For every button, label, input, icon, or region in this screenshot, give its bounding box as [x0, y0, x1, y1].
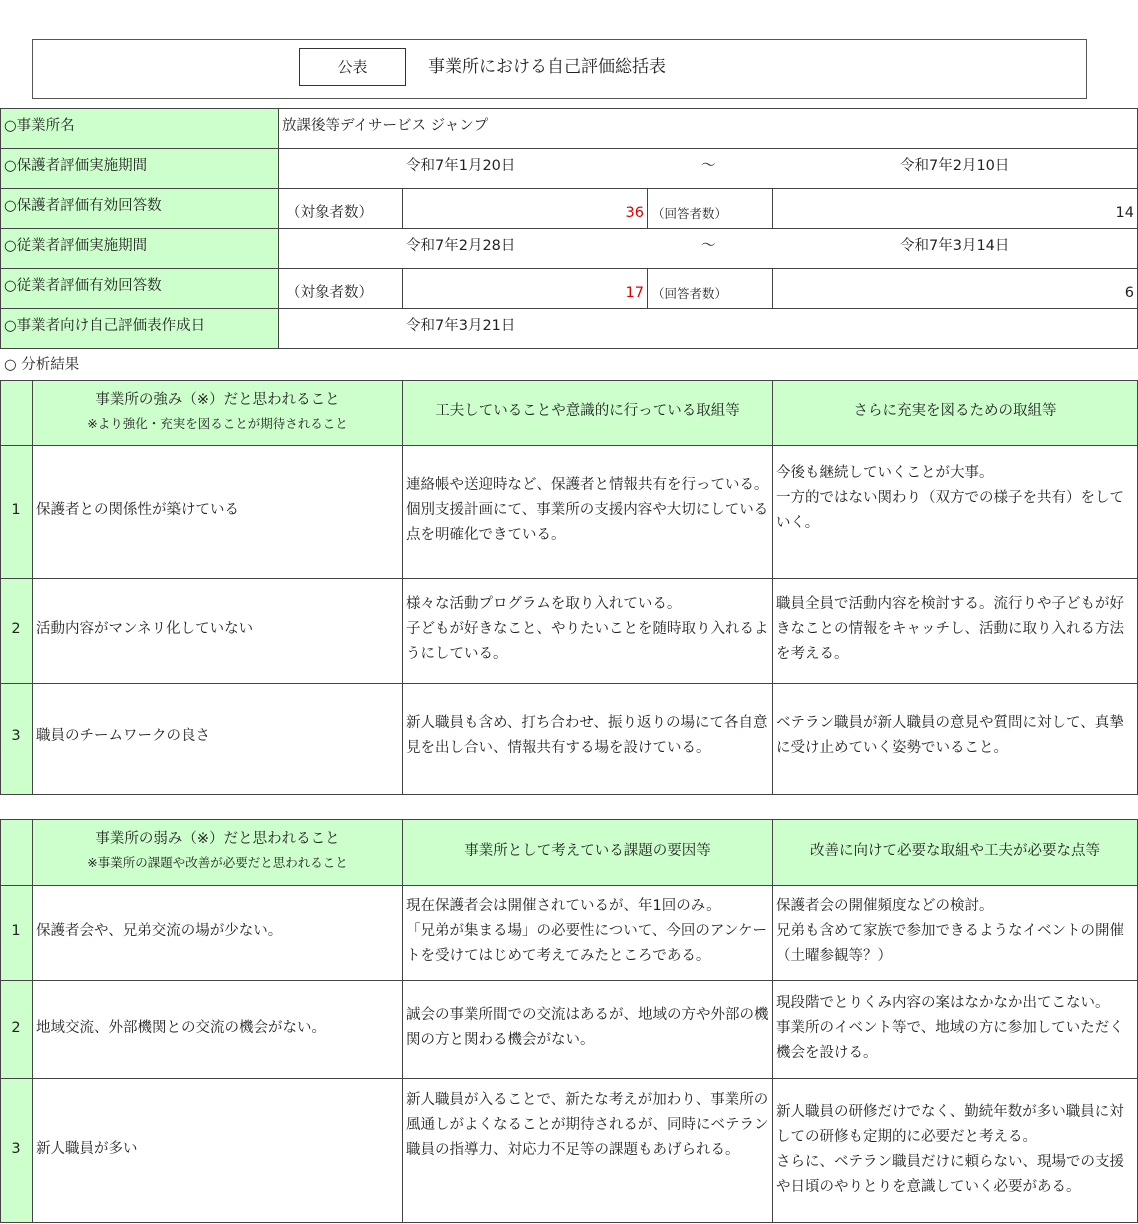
weakness-row-number: 1 — [11, 923, 21, 939]
guardian-period-separator: ～ — [701, 158, 716, 174]
strength-improve: 今後も継続していくことが大事。 一方的ではない関わり（双方での様子を共有）をしていく。 — [776, 465, 1124, 531]
weakness-cause: 新人職員が入ることで、新たな考えが加わり、事業所の風通しがよくなることが期待されるが、同時にベテラン職員の指導力、対応力不足等の課題もあげられる。 — [406, 1092, 769, 1158]
strength-row-number: 1 — [11, 502, 21, 518]
staff-answer-count: 6 — [1124, 285, 1134, 301]
page-title: 事業所における自己評価総括表 — [428, 57, 666, 77]
office-name-label: ○事業所名 — [4, 118, 75, 134]
staff-period-end: 令和7年3月14日 — [900, 238, 1010, 254]
strengths-header-item: 事業所の強み（※）だと思われること — [95, 392, 340, 408]
staff-answer-label: （回答者数） — [652, 286, 728, 301]
created-date: 令和7年3月21日 — [406, 318, 516, 334]
weakness-improve: 保護者会の開催頻度などの検討。 兄弟も含めて家族で参加できるようなイベントの開催（土曜参観等？） — [776, 898, 1124, 964]
strength-effort: 新人職員も含め、打ち合わせ、振り返りの場にて各自意見を出し合い、情報共有する場を設けている。 — [406, 715, 768, 756]
weaknesses-header-note: ※事業所の課題や改善が必要だと思われること — [87, 855, 348, 870]
weakness-improve: 新人職員の研修だけでなく、勤続年数が多い職員に対しての研修も定期的に必要だと考える。 さらに、ベテラン職員だけに頼らない、現場での支援や日頃のやりとりを意識していく必要がある。 — [776, 1104, 1124, 1195]
guardian-target-label: （対象者数） — [286, 205, 373, 221]
strengths-header-effort: 工夫していることや意識的に行っている取組等 — [435, 403, 740, 419]
guardian-period-label: ○保護者評価実施期間 — [4, 158, 148, 174]
strengths-header-improve: さらに充実を図るための取組等 — [853, 403, 1057, 419]
weaknesses-header-improve: 改善に向けて必要な取組や工夫が必要な点等 — [810, 843, 1100, 859]
strength-row-number: 3 — [11, 728, 21, 744]
strength-item: 活動内容がマンネリ化していない — [36, 621, 254, 637]
office-name: 放課後等デイサービス ジャンプ — [282, 118, 489, 134]
staff-period-separator: ～ — [701, 238, 716, 254]
weakness-item: 保護者会や、兄弟交流の場が少ない。 — [36, 923, 283, 939]
strength-item: 保護者との関係性が築けている — [36, 502, 239, 518]
analysis-label: ○ 分析結果 — [4, 357, 80, 373]
staff-count-label: ○従業者評価有効回答数 — [4, 278, 162, 294]
weakness-row-number: 3 — [11, 1141, 21, 1157]
strengths-header-note: ※より強化・充実を図ることが期待されること — [87, 416, 348, 431]
weakness-cause: 現在保護者会は開催されているが、年1回のみ。 「兄弟が集まる場」の必要性について、今回のアンケートを受けてはじめて考えてみたところである。 — [406, 898, 768, 964]
guardian-period-end: 令和7年2月10日 — [900, 158, 1010, 174]
weaknesses-header-cause: 事業所として考えている課題の要因等 — [464, 843, 711, 859]
guardian-answer-count: 14 — [1115, 205, 1134, 221]
staff-period-start: 令和7年2月28日 — [406, 238, 516, 254]
staff-target-count: 17 — [625, 285, 644, 301]
weakness-item: 新人職員が多い — [36, 1141, 138, 1157]
weakness-improve: 現段階でとりくみ内容の案はなかなか出てこない。 事業所のイベント等で、地域の方に参加していただく機会を設ける。 — [776, 995, 1124, 1061]
guardian-count-label: ○保護者評価有効回答数 — [4, 198, 162, 214]
guardian-answer-label: （回答者数） — [652, 206, 728, 221]
strength-improve: 職員全員で活動内容を検討する。流行りや子どもが好きなことの情報をキャッチし、活動に取り入れる方法を考える。 — [776, 596, 1124, 662]
weakness-cause: 誠会の事業所間での交流はあるが、地域の方や外部の機関の方と関わる機会がない。 — [406, 1007, 769, 1048]
staff-period-label: ○従業者評価実施期間 — [4, 238, 148, 254]
guardian-target-count: 36 — [625, 205, 644, 221]
strength-effort: 連絡帳や送迎時など、保護者と情報共有を行っている。個別支援計画にて、事業所の支援内容や大切にしている点を明確化できている。 — [406, 477, 769, 543]
staff-target-label: （対象者数） — [286, 285, 373, 301]
created-date-label: ○事業者向け自己評価表作成日 — [4, 318, 206, 334]
strength-row-number: 2 — [11, 621, 21, 637]
weakness-row-number: 2 — [11, 1020, 21, 1036]
strength-improve: ベテラン職員が新人職員の意見や質問に対して、真摯に受け止めていく姿勢でいること。 — [776, 715, 1124, 756]
weaknesses-header-item: 事業所の弱み（※）だと思われること — [95, 831, 340, 847]
strength-item: 職員のチームワークの良さ — [36, 728, 210, 744]
public-badge: 公表 — [299, 48, 406, 86]
weakness-item: 地域交流、外部機関との交流の機会がない。 — [36, 1020, 326, 1036]
guardian-period-start: 令和7年1月20日 — [406, 158, 516, 174]
strength-effort: 様々な活動プログラムを取り入れている。 子どもが好きなこと、やりたいことを随時取り入れるようにしている。 — [406, 596, 769, 662]
